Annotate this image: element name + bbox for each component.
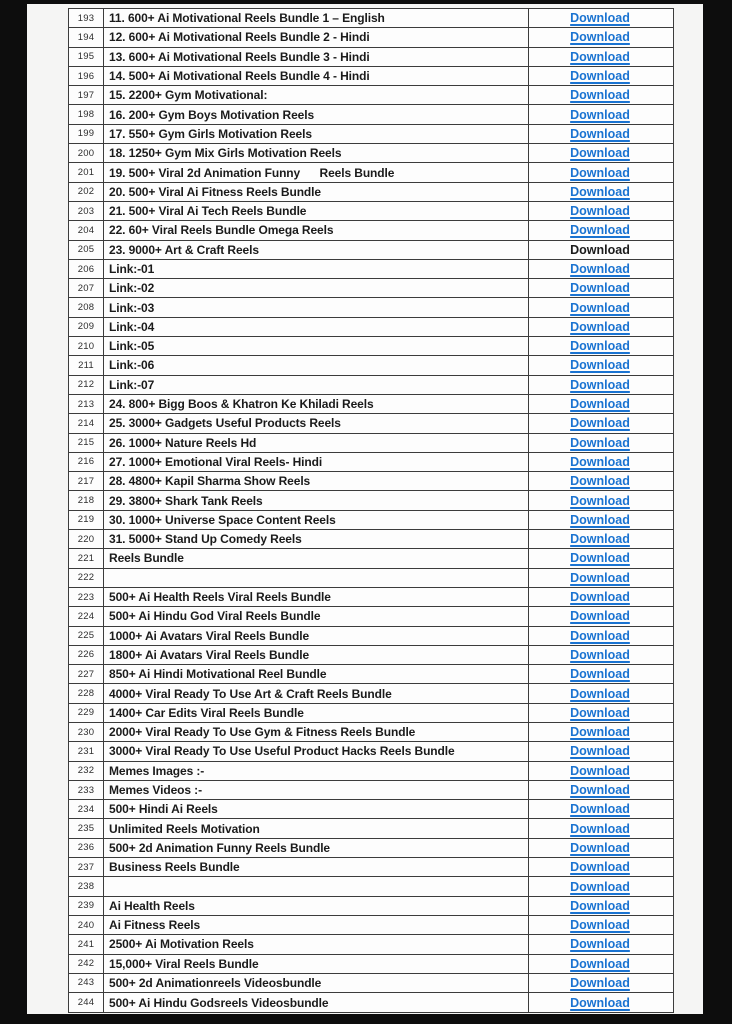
row-description-cell: Business Reels Bundle bbox=[104, 858, 529, 876]
download-cell bbox=[529, 646, 671, 664]
table-row bbox=[69, 935, 673, 954]
table-row bbox=[69, 260, 673, 279]
row-description-cell: Ai Fitness Reels bbox=[104, 916, 529, 934]
row-number-cell: 210 bbox=[69, 337, 104, 355]
row-description-cell: 18. 1250+ Gym Mix Girls Motivation Reels bbox=[104, 144, 529, 162]
download-link[interactable]: Download bbox=[570, 49, 630, 64]
download-cell bbox=[529, 279, 671, 297]
download-cell bbox=[529, 48, 671, 66]
row-number-cell: 233 bbox=[69, 781, 104, 799]
download-link[interactable]: Download bbox=[570, 918, 630, 933]
table-row bbox=[69, 762, 673, 781]
download-cell bbox=[529, 684, 671, 702]
download-cell bbox=[529, 221, 671, 239]
download-link[interactable]: Download bbox=[570, 860, 630, 875]
row-description-cell: 30. 1000+ Universe Space Content Reels bbox=[104, 511, 529, 529]
table-row bbox=[69, 376, 673, 395]
row-number-cell: 221 bbox=[69, 549, 104, 567]
download-link[interactable]: Download bbox=[570, 69, 630, 84]
table-row bbox=[69, 627, 673, 646]
row-description-cell: 17. 550+ Gym Girls Motivation Reels bbox=[104, 125, 529, 143]
download-link[interactable]: Download bbox=[570, 319, 630, 334]
row-description-cell: 20. 500+ Viral Ai Fitness Reels Bundle bbox=[104, 183, 529, 201]
table-row bbox=[69, 453, 673, 472]
row-description-cell: 25. 3000+ Gadgets Useful Products Reels bbox=[104, 414, 529, 432]
table-row bbox=[69, 800, 673, 819]
row-number-cell: 238 bbox=[69, 877, 104, 895]
table-row bbox=[69, 646, 673, 665]
download-cell bbox=[529, 163, 671, 181]
row-number-cell: 229 bbox=[69, 704, 104, 722]
row-number-cell: 226 bbox=[69, 646, 104, 664]
download-link[interactable]: Download bbox=[570, 223, 630, 238]
download-cell bbox=[529, 28, 671, 46]
download-cell bbox=[529, 241, 671, 259]
row-number-cell: 207 bbox=[69, 279, 104, 297]
download-cell bbox=[529, 511, 671, 529]
download-cell bbox=[529, 491, 671, 509]
download-link[interactable]: Download bbox=[570, 165, 630, 180]
download-link[interactable]: Download bbox=[570, 725, 630, 740]
download-cell bbox=[529, 974, 671, 992]
download-link[interactable]: Download bbox=[570, 300, 630, 315]
row-description-cell: 29. 3800+ Shark Tank Reels bbox=[104, 491, 529, 509]
row-description-cell: 19. 500+ Viral 2d Animation Funny Reels Bundle bbox=[104, 163, 529, 181]
download-cell bbox=[529, 202, 671, 220]
row-description-cell: 2500+ Ai Motivation Reels bbox=[104, 935, 529, 953]
table-row bbox=[69, 67, 673, 86]
table-row bbox=[69, 144, 673, 163]
download-link[interactable]: Download bbox=[570, 647, 630, 662]
download-cell bbox=[529, 935, 671, 953]
row-number-cell: 203 bbox=[69, 202, 104, 220]
row-number-cell: 223 bbox=[69, 588, 104, 606]
download-link[interactable]: Download bbox=[570, 879, 630, 894]
download-link[interactable]: Download bbox=[570, 705, 630, 720]
table-row bbox=[69, 530, 673, 549]
download-cell bbox=[529, 144, 671, 162]
reels-table-body bbox=[69, 9, 673, 1012]
table-row bbox=[69, 241, 673, 260]
row-description-cell: 27. 1000+ Emotional Viral Reels- Hindi bbox=[104, 453, 529, 471]
row-number-cell: 206 bbox=[69, 260, 104, 278]
row-number-cell: 237 bbox=[69, 858, 104, 876]
download-link[interactable]: Download bbox=[570, 358, 630, 373]
download-link[interactable]: Download bbox=[570, 146, 630, 161]
row-number-cell: 242 bbox=[69, 955, 104, 973]
row-number-cell: 225 bbox=[69, 627, 104, 645]
table-row bbox=[69, 125, 673, 144]
row-number-cell: 243 bbox=[69, 974, 104, 992]
row-number-cell: 231 bbox=[69, 742, 104, 760]
table-row bbox=[69, 434, 673, 453]
download-link[interactable]: Download bbox=[570, 126, 630, 141]
reels-download-table bbox=[68, 8, 674, 1013]
row-description-cell: 3000+ Viral Ready To Use Useful Product Hacks Reels Bundle bbox=[104, 742, 529, 760]
download-cell bbox=[529, 105, 671, 123]
row-description-cell: 24. 800+ Bigg Boos & Khatron Ke Khiladi Reels bbox=[104, 395, 529, 413]
download-cell bbox=[529, 839, 671, 857]
row-number-cell: 217 bbox=[69, 472, 104, 490]
row-description-cell bbox=[104, 877, 529, 895]
row-description-cell: Link:-07 bbox=[104, 376, 529, 394]
table-row bbox=[69, 916, 673, 935]
download-link[interactable]: Download bbox=[570, 783, 630, 798]
download-cell bbox=[529, 897, 671, 915]
table-row bbox=[69, 163, 673, 182]
download-link[interactable]: Download bbox=[570, 377, 630, 392]
download-cell bbox=[529, 337, 671, 355]
download-link[interactable]: Download bbox=[570, 435, 630, 450]
table-row bbox=[69, 742, 673, 761]
download-link[interactable]: Download bbox=[570, 686, 630, 701]
row-number-cell: 236 bbox=[69, 839, 104, 857]
download-link[interactable]: Download bbox=[570, 107, 630, 122]
download-cell bbox=[529, 588, 671, 606]
row-description-cell: 26. 1000+ Nature Reels Hd bbox=[104, 434, 529, 452]
download-link[interactable]: Download bbox=[570, 802, 630, 817]
row-description-cell: Memes Images :- bbox=[104, 762, 529, 780]
table-row bbox=[69, 318, 673, 337]
row-description-cell: 15. 2200+ Gym Motivational: bbox=[104, 86, 529, 104]
download-cell bbox=[529, 453, 671, 471]
download-cell bbox=[529, 800, 671, 818]
download-cell bbox=[529, 318, 671, 336]
row-number-cell: 194 bbox=[69, 28, 104, 46]
table-row bbox=[69, 9, 673, 28]
download-link[interactable]: Download bbox=[570, 821, 630, 836]
row-number-cell: 199 bbox=[69, 125, 104, 143]
table-row bbox=[69, 86, 673, 105]
row-number-cell: 244 bbox=[69, 993, 104, 1012]
table-row bbox=[69, 607, 673, 626]
download-cell bbox=[529, 781, 671, 799]
row-description-cell: Reels Bundle bbox=[104, 549, 529, 567]
download-cell bbox=[529, 858, 671, 876]
row-description-cell: Link:-01 bbox=[104, 260, 529, 278]
row-number-cell: 209 bbox=[69, 318, 104, 336]
row-description-cell: 28. 4800+ Kapil Sharma Show Reels bbox=[104, 472, 529, 490]
download-cell bbox=[529, 9, 671, 27]
download-link[interactable]: Download bbox=[570, 493, 630, 508]
download-cell bbox=[529, 376, 671, 394]
download-link[interactable]: Download bbox=[570, 397, 630, 412]
download-link[interactable]: Download bbox=[570, 744, 630, 759]
table-row bbox=[69, 221, 673, 240]
row-number-cell: 218 bbox=[69, 491, 104, 509]
row-description-cell: 500+ 2d Animationreels Videosbundle bbox=[104, 974, 529, 992]
row-number-cell: 227 bbox=[69, 665, 104, 683]
row-number-cell: 212 bbox=[69, 376, 104, 394]
table-row bbox=[69, 298, 673, 317]
row-description-cell: 15,000+ Viral Reels Bundle bbox=[104, 955, 529, 973]
row-number-cell: 195 bbox=[69, 48, 104, 66]
download-cell bbox=[529, 549, 671, 567]
row-description-cell: 500+ Ai Hindu Godsreels Videosbundle bbox=[104, 993, 529, 1012]
row-description-cell: 22. 60+ Viral Reels Bundle Omega Reels bbox=[104, 221, 529, 239]
download-cell bbox=[529, 434, 671, 452]
download-cell bbox=[529, 260, 671, 278]
download-cell bbox=[529, 607, 671, 625]
row-number-cell: 198 bbox=[69, 105, 104, 123]
table-row bbox=[69, 183, 673, 202]
row-description-cell: 850+ Ai Hindi Motivational Reel Bundle bbox=[104, 665, 529, 683]
download-cell bbox=[529, 67, 671, 85]
download-link[interactable]: Download bbox=[570, 995, 630, 1010]
table-row bbox=[69, 781, 673, 800]
table-row bbox=[69, 569, 673, 588]
row-description-cell: Link:-06 bbox=[104, 356, 529, 374]
table-row bbox=[69, 395, 673, 414]
download-cell bbox=[529, 569, 671, 587]
row-number-cell: 215 bbox=[69, 434, 104, 452]
download-link[interactable]: Download bbox=[570, 628, 630, 643]
download-cell bbox=[529, 955, 671, 973]
download-link[interactable]: Download bbox=[570, 763, 630, 778]
row-description-cell: 500+ Ai Hindu God Viral Reels Bundle bbox=[104, 607, 529, 625]
table-row bbox=[69, 877, 673, 896]
row-number-cell: 220 bbox=[69, 530, 104, 548]
row-description-cell: Link:-02 bbox=[104, 279, 529, 297]
download-cell bbox=[529, 819, 671, 837]
row-number-cell: 241 bbox=[69, 935, 104, 953]
download-cell bbox=[529, 298, 671, 316]
row-number-cell: 193 bbox=[69, 9, 104, 27]
row-description-cell: 31. 5000+ Stand Up Comedy Reels bbox=[104, 530, 529, 548]
download-link[interactable]: Download bbox=[570, 184, 630, 199]
download-cell bbox=[529, 704, 671, 722]
row-number-cell: 201 bbox=[69, 163, 104, 181]
download-link[interactable]: Download bbox=[570, 898, 630, 913]
row-number-cell: 208 bbox=[69, 298, 104, 316]
download-link[interactable]: Download bbox=[570, 454, 630, 469]
table-row bbox=[69, 472, 673, 491]
download-cell bbox=[529, 395, 671, 413]
row-description-cell: Memes Videos :- bbox=[104, 781, 529, 799]
download-link[interactable]: Download bbox=[570, 609, 630, 624]
row-number-cell: 211 bbox=[69, 356, 104, 374]
download-link[interactable]: Download bbox=[570, 88, 630, 103]
row-description-cell: 500+ Ai Health Reels Viral Reels Bundle bbox=[104, 588, 529, 606]
row-number-cell: 230 bbox=[69, 723, 104, 741]
table-row bbox=[69, 839, 673, 858]
row-description-cell: Link:-04 bbox=[104, 318, 529, 336]
table-row bbox=[69, 511, 673, 530]
download-cell bbox=[529, 665, 671, 683]
download-cell bbox=[529, 916, 671, 934]
download-link[interactable]: Download bbox=[570, 416, 630, 431]
row-number-cell: 228 bbox=[69, 684, 104, 702]
download-text: Download bbox=[570, 242, 630, 257]
download-cell bbox=[529, 414, 671, 432]
table-row bbox=[69, 684, 673, 703]
table-row bbox=[69, 588, 673, 607]
row-number-cell: 232 bbox=[69, 762, 104, 780]
download-cell bbox=[529, 993, 671, 1012]
table-row bbox=[69, 819, 673, 838]
row-number-cell: 235 bbox=[69, 819, 104, 837]
download-link[interactable]: Download bbox=[570, 281, 630, 296]
download-cell bbox=[529, 877, 671, 895]
row-number-cell: 200 bbox=[69, 144, 104, 162]
row-description-cell: Unlimited Reels Motivation bbox=[104, 819, 529, 837]
table-row bbox=[69, 491, 673, 510]
row-number-cell: 240 bbox=[69, 916, 104, 934]
row-description-cell: 21. 500+ Viral Ai Tech Reels Bundle bbox=[104, 202, 529, 220]
row-description-cell: 1400+ Car Edits Viral Reels Bundle bbox=[104, 704, 529, 722]
download-cell bbox=[529, 86, 671, 104]
row-description-cell: Link:-03 bbox=[104, 298, 529, 316]
table-row bbox=[69, 414, 673, 433]
download-link[interactable]: Download bbox=[570, 204, 630, 219]
row-number-cell: 197 bbox=[69, 86, 104, 104]
row-description-cell: 2000+ Viral Ready To Use Gym & Fitness Reels Bundle bbox=[104, 723, 529, 741]
row-number-cell: 214 bbox=[69, 414, 104, 432]
table-row bbox=[69, 337, 673, 356]
download-link[interactable]: Download bbox=[570, 667, 630, 682]
table-row bbox=[69, 955, 673, 974]
row-description-cell: 4000+ Viral Ready To Use Art & Craft Reels Bundle bbox=[104, 684, 529, 702]
table-row bbox=[69, 105, 673, 124]
row-description-cell: 500+ Hindi Ai Reels bbox=[104, 800, 529, 818]
row-number-cell: 196 bbox=[69, 67, 104, 85]
table-row bbox=[69, 993, 673, 1012]
row-number-cell: 224 bbox=[69, 607, 104, 625]
row-description-cell: 16. 200+ Gym Boys Motivation Reels bbox=[104, 105, 529, 123]
download-link[interactable]: Download bbox=[570, 30, 630, 45]
download-link[interactable]: Download bbox=[570, 551, 630, 566]
download-cell bbox=[529, 627, 671, 645]
row-description-cell: 11. 600+ Ai Motivational Reels Bundle 1 – English bbox=[104, 9, 529, 27]
row-number-cell: 239 bbox=[69, 897, 104, 915]
table-row bbox=[69, 202, 673, 221]
download-cell bbox=[529, 183, 671, 201]
download-link[interactable]: Download bbox=[570, 11, 630, 26]
row-number-cell: 205 bbox=[69, 241, 104, 259]
download-link[interactable]: Download bbox=[570, 262, 630, 276]
row-description-cell: Ai Health Reels bbox=[104, 897, 529, 915]
download-cell bbox=[529, 125, 671, 143]
download-cell bbox=[529, 530, 671, 548]
row-number-cell: 234 bbox=[69, 800, 104, 818]
download-cell bbox=[529, 472, 671, 490]
row-description-cell: Link:-05 bbox=[104, 337, 529, 355]
table-row bbox=[69, 858, 673, 877]
table-row bbox=[69, 48, 673, 67]
table-row bbox=[69, 28, 673, 47]
row-number-cell: 202 bbox=[69, 183, 104, 201]
download-link[interactable]: Download bbox=[570, 532, 630, 547]
download-cell bbox=[529, 742, 671, 760]
download-link[interactable]: Download bbox=[570, 570, 630, 585]
row-description-cell bbox=[104, 569, 529, 587]
row-number-cell: 222 bbox=[69, 569, 104, 587]
table-row bbox=[69, 549, 673, 568]
row-description-cell: 1800+ Ai Avatars Viral Reels Bundle bbox=[104, 646, 529, 664]
download-link[interactable]: Download bbox=[570, 840, 630, 855]
row-number-cell: 216 bbox=[69, 453, 104, 471]
table-row bbox=[69, 723, 673, 742]
download-link[interactable]: Download bbox=[570, 956, 630, 971]
row-number-cell: 219 bbox=[69, 511, 104, 529]
download-link[interactable]: Download bbox=[570, 975, 630, 990]
document-page bbox=[27, 4, 703, 1014]
table-row bbox=[69, 974, 673, 993]
download-link[interactable]: Download bbox=[570, 590, 630, 605]
row-description-cell: 23. 9000+ Art & Craft Reels bbox=[104, 241, 529, 259]
table-row bbox=[69, 704, 673, 723]
row-number-cell: 204 bbox=[69, 221, 104, 239]
row-description-cell: 500+ 2d Animation Funny Reels Bundle bbox=[104, 839, 529, 857]
row-description-cell: 13. 600+ Ai Motivational Reels Bundle 3 - Hindi bbox=[104, 48, 529, 66]
table-row bbox=[69, 897, 673, 916]
table-row bbox=[69, 665, 673, 684]
download-link[interactable]: Download bbox=[570, 937, 630, 952]
row-description-cell: 1000+ Ai Avatars Viral Reels Bundle bbox=[104, 627, 529, 645]
download-link[interactable]: Download bbox=[570, 474, 630, 489]
download-link[interactable]: Download bbox=[570, 339, 630, 354]
row-description-cell: 12. 600+ Ai Motivational Reels Bundle 2 - Hindi bbox=[104, 28, 529, 46]
download-cell bbox=[529, 356, 671, 374]
table-row bbox=[69, 279, 673, 298]
row-number-cell: 213 bbox=[69, 395, 104, 413]
table-row bbox=[69, 356, 673, 375]
row-description-cell: 14. 500+ Ai Motivational Reels Bundle 4 - Hindi bbox=[104, 67, 529, 85]
download-link[interactable]: Download bbox=[570, 512, 630, 527]
download-cell bbox=[529, 762, 671, 780]
download-cell bbox=[529, 723, 671, 741]
